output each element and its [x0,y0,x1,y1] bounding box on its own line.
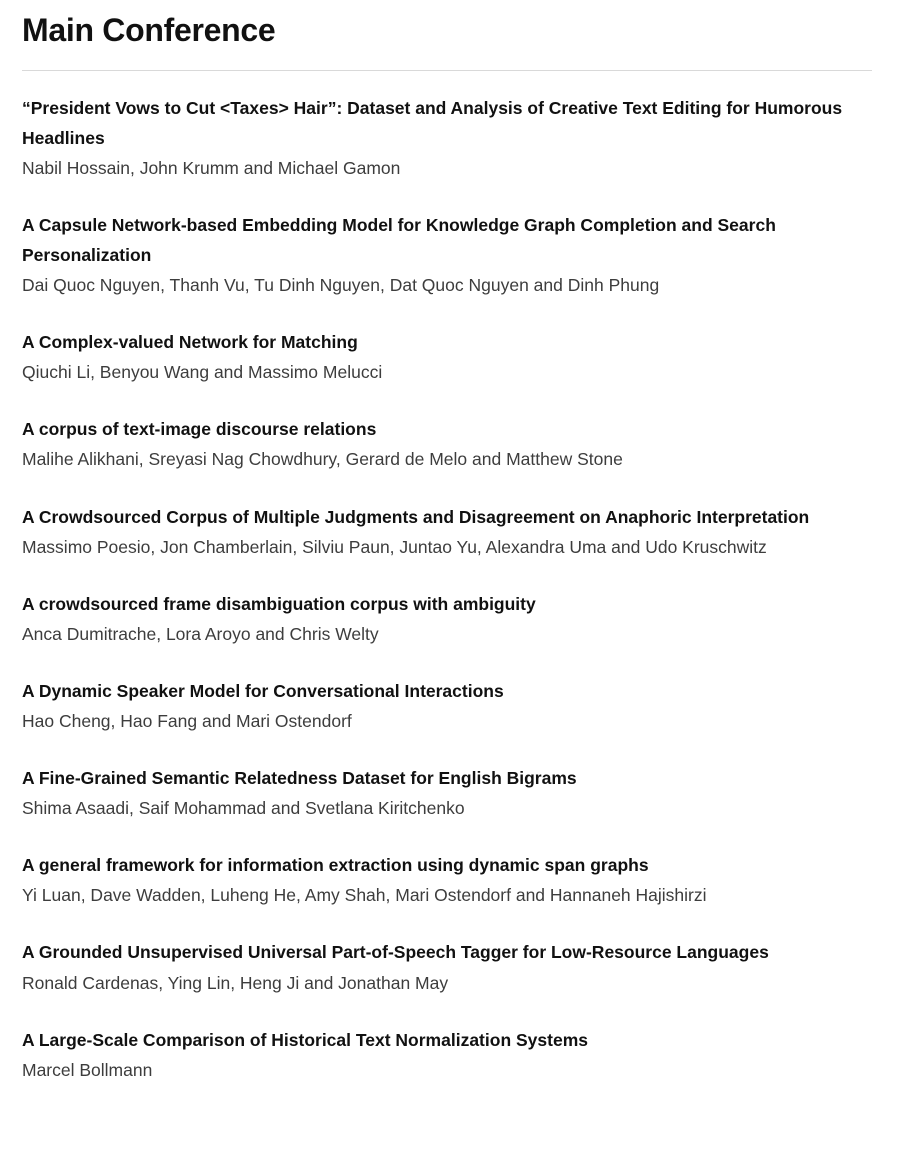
paper-entry [22,414,872,474]
paper-title: A Capsule Network-based Embedding Model for Knowledge Graph Completion and Search Personalization [22,214,776,265]
paper-title: A Large-Scale Comparison of Historical Text Normalization Systems [22,1029,588,1050]
paper-title: A crowdsourced frame disambiguation corpus with ambiguity [22,593,536,614]
paper-entry [22,93,872,183]
paper-entry [22,502,872,562]
paper-title: A Dynamic Speaker Model for Conversational Interactions [22,680,504,701]
paper-entry [22,1025,872,1085]
paper-title: A Grounded Unsupervised Universal Part-of-Speech Tagger for Low-Resource Languages [22,942,769,963]
paper-entry [22,850,872,910]
paper-entry [22,327,872,387]
paper-authors: Hao Cheng, Hao Fang and Mari Ostendorf [22,711,352,731]
paper-title: A corpus of text-image discourse relations [22,419,377,440]
paper-authors: Malihe Alikhani, Sreyasi Nag Chowdhury, Gerard de Melo and Matthew Stone [22,449,623,470]
paper-title: A Crowdsourced Corpus of Multiple Judgments and Disagreement on Anaphoric Interpretation [22,506,810,527]
paper-entry [22,937,872,997]
paper-authors: Dai Quoc Nguyen, Thanh Vu, Tu Dinh Nguyen, Dat Quoc Nguyen and Dinh Phung [22,275,660,296]
paper-list [22,83,872,1085]
paper-authors: Nabil Hossain, John Krumm and Michael Gamon [22,157,401,178]
paper-authors: Shima Asaadi, Saif Mohammad and Svetlana Kiritchenko [22,798,465,819]
paper-authors: Marcel Bollmann [22,1059,153,1080]
paper-title: “President Vows to Cut <Taxes> Hair”: Dataset and Analysis of Creative Text Editing for Humorous Headlines [22,97,843,148]
paper-entry [22,589,872,649]
paper-title: A general framework for information extraction using dynamic span graphs [22,855,649,876]
paper-entry [22,210,872,300]
paper-title: A Fine-Grained Semantic Relatedness Dataset for English Bigrams [22,768,577,789]
page-title: Main Conference [22,12,276,48]
paper-authors: Ronald Cardenas, Ying Lin, Heng Ji and Jonathan May [22,972,449,993]
paper-authors: Anca Dumitrache, Lora Aroyo and Chris Welty [22,623,379,644]
header-divider [22,70,872,71]
paper-authors: Yi Luan, Dave Wadden, Luheng He, Amy Shah, Mari Ostendorf and Hannaneh Hajishirzi [22,885,707,906]
paper-entry [22,676,872,736]
paper-authors: Massimo Poesio, Jon Chamberlain, Silviu Paun, Juntao Yu, Alexandra Uma and Udo Kruschwitz [22,536,767,557]
paper-title: A Complex-valued Network for Matching [22,332,358,353]
paper-entry [22,763,872,823]
paper-authors: Qiuchi Li, Benyou Wang and Massimo Melucci [22,362,383,383]
